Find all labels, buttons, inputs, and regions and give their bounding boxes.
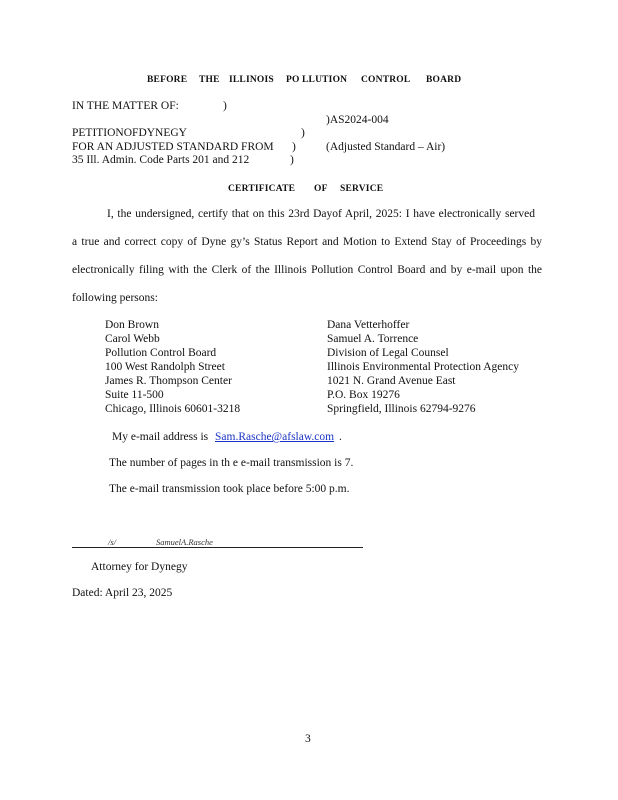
email-prefix: My e-mail address is bbox=[112, 431, 209, 443]
recipient-line: Illinois Environmental Protection Agency bbox=[327, 361, 519, 373]
recipient-line: Suite 11-500 bbox=[105, 389, 164, 401]
recipient-line: Dana Vetterhoffer bbox=[327, 319, 410, 331]
caption-paren: ) bbox=[301, 127, 305, 139]
signature-mark: /s/ bbox=[108, 537, 117, 547]
caption-paren: ) bbox=[223, 100, 227, 112]
title-word: OF bbox=[314, 184, 328, 194]
recipient-line: Pollution Control Board bbox=[105, 347, 217, 359]
pages-line: The number of pages in th e e-mail transmission is 7. bbox=[109, 457, 354, 469]
dated-line: Dated: April 23, 2025 bbox=[72, 587, 173, 599]
recipient-line: James R. Thompson Center bbox=[105, 375, 232, 387]
header-word: ILLINOIS bbox=[229, 75, 274, 85]
petition-name: PETITIONOFDYNEGY bbox=[72, 127, 187, 139]
recipient-line: Don Brown bbox=[105, 319, 159, 331]
body-line: I, the undersigned, certify that on this 23rd Dayof April, 2025: I have electronically served bbox=[107, 208, 535, 220]
email-suffix: . bbox=[339, 431, 342, 443]
body-line: following persons: bbox=[72, 292, 158, 304]
header-word: CONTROL bbox=[361, 75, 411, 85]
recipient-line: Carol Webb bbox=[105, 333, 160, 345]
recipient-line: 100 West Randolph Street bbox=[105, 361, 225, 373]
case-number: )AS2024-004 bbox=[326, 114, 389, 126]
adjusted-standard-line: FOR AN ADJUSTED STANDARD FROM bbox=[72, 141, 274, 153]
recipient-line: P.O. Box 19276 bbox=[327, 389, 400, 401]
recipient-line: Division of Legal Counsel bbox=[327, 347, 449, 359]
header-word: LLUTION bbox=[302, 75, 348, 85]
body-line: a true and correct copy of Dyne gy’s Status Report and Motion to Extend Stay of Proceedings by bbox=[72, 236, 542, 248]
title-word: SERVICE bbox=[340, 184, 384, 194]
signature-line bbox=[72, 547, 363, 548]
header-word: BOARD bbox=[426, 75, 462, 85]
header-word: PO bbox=[286, 75, 300, 85]
adjusted-standard-type: (Adjusted Standard – Air) bbox=[326, 141, 446, 153]
page-number: 3 bbox=[305, 733, 311, 745]
code-reference: 35 Ill. Admin. Code Parts 201 and 212 bbox=[72, 154, 250, 166]
in-the-matter: IN THE MATTER OF: bbox=[72, 100, 179, 112]
recipient-line: Chicago, Illinois 60601-3218 bbox=[105, 403, 241, 415]
email-link[interactable]: Sam.Rasche@afslaw.com bbox=[215, 431, 335, 443]
email-line bbox=[112, 431, 342, 443]
header-word: THE bbox=[199, 75, 220, 85]
body-line: electronically filing with the Clerk of the Illinois Pollution Control Board and by e-mail upon the bbox=[72, 264, 542, 276]
signature-name: SamuelA.Rasche bbox=[156, 537, 213, 547]
attorney-line: Attorney for Dynegy bbox=[91, 561, 188, 573]
recipient-line: Samuel A. Torrence bbox=[327, 333, 419, 345]
caption-paren: ) bbox=[290, 154, 294, 166]
header-word: BEFORE bbox=[147, 75, 188, 85]
recipient-line: Springfield, Illinois 62794-9276 bbox=[327, 403, 476, 415]
title-word: CERTIFICATE bbox=[228, 184, 296, 194]
caption-paren: ) bbox=[292, 141, 296, 153]
recipient-line: 1021 N. Grand Avenue East bbox=[327, 375, 456, 387]
time-line: The e-mail transmission took place before 5:00 p.m. bbox=[109, 483, 350, 495]
